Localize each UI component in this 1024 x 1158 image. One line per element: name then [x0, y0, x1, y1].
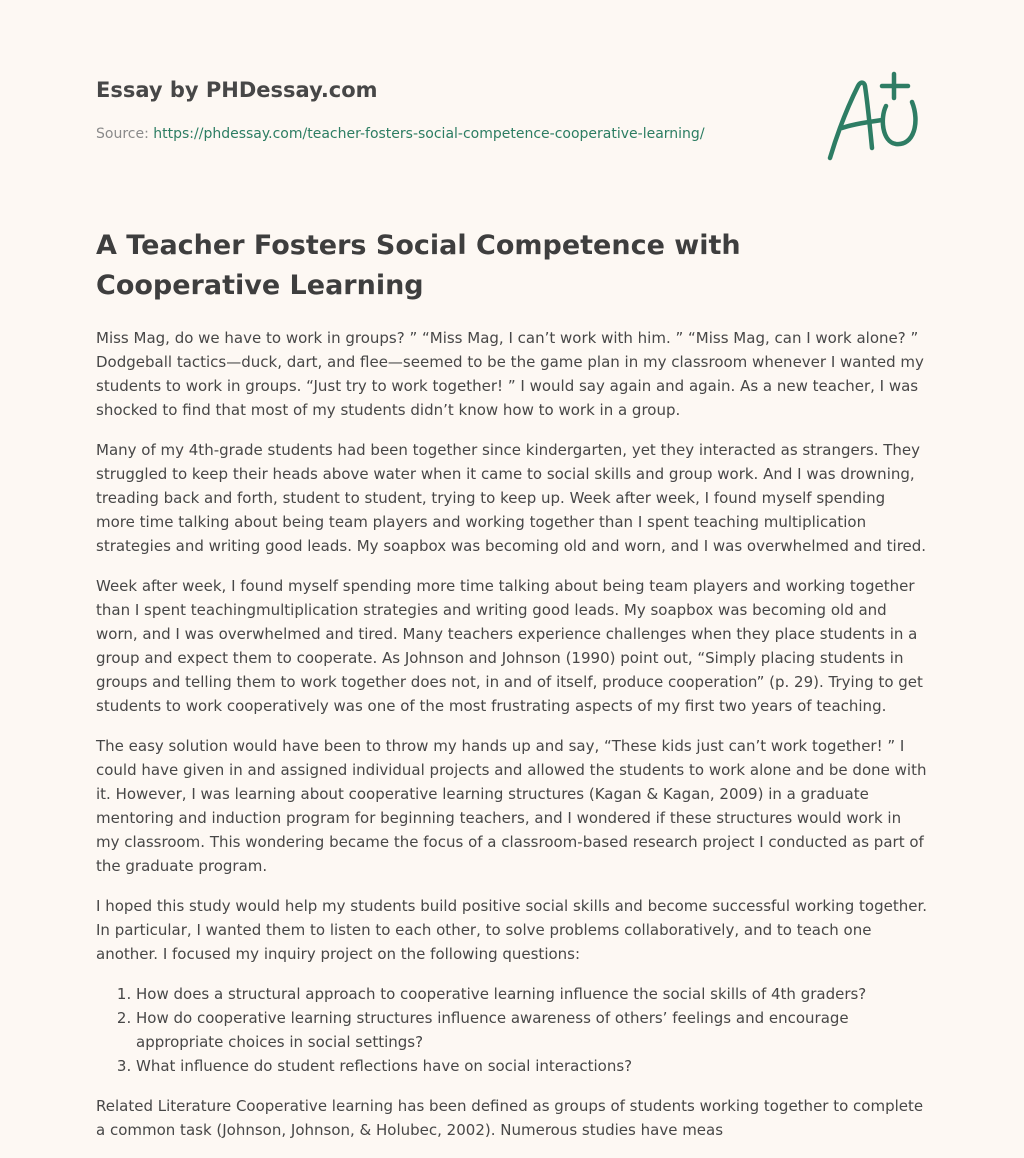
- paragraph: Miss Mag, do we have to work in groups? ” “Miss Mag, I can’t work with him. ” “Miss Mag, can I work alone? ” Dodgeball tactics—duck, dart, and flee—seemed to be the game plan in my classroom whenever I wanted my students to work in groups. “Just try to work together! ” I would say again and again. As a new teacher, I was shocked to find that most of my students didn’t know how to work in a group.: [96, 329, 924, 419]
- paragraph: I hoped this study would help my students build positive social skills and become successful working together. In particular, I wanted them to listen to each other, to solve problems collaboratively, and to teach one another. I focused my inquiry project on the following questions:: [96, 897, 927, 963]
- list-item: 3. What influence do student reflections have on social interactions?: [136, 1054, 928, 1078]
- list-item: 1. How does a structural approach to cooperative learning influence the social skills of 4th graders?: [136, 982, 928, 1006]
- source-link[interactable]: https://phdessay.com/teacher-fosters-social-competence-cooperative-learning/: [153, 126, 705, 142]
- source-label: Source:: [96, 126, 154, 142]
- essay-header: [96, 76, 796, 144]
- article: [96, 226, 928, 1158]
- brand-title: Essay by PHDessay.com: [96, 78, 378, 102]
- paragraph: Related Literature Cooperative learning has been defined as groups of students working together to complete a common task (Johnson, Johnson, & Holubec, 2002). Numerous studies have meas: [96, 1097, 924, 1139]
- research-questions-list: [96, 982, 928, 1078]
- article-title: A Teacher Fosters Social Competence with Cooperative Learning: [96, 230, 741, 301]
- paragraph: The easy solution would have been to throw my hands up and say, “These kids just can’t work together! ” I could have given in and assigned individual projects and allowed the students to work alone and be done with it. However, I was learning about cooperative learning structures (Kagan & Kagan, 2009) in a graduate mentoring and induction program for beginning teachers, and I wondered if these structures would work in my classroom. This wondering became the focus of a classroom-based research project I conducted as part of the graduate program.: [96, 737, 927, 875]
- paragraph: Week after week, I found myself spending more time talking about being team players and working together than I spent teachingmultiplication strategies and writing good leads. My soapbox was becoming old and worn, and I was overwhelmed and tired. Many teachers experience challenges when they place students in a group and expect them to cooperate. As Johnson and Johnson (1990) point out, “Simply placing students in groups and telling them to work together does not, in and of itself, produce cooperation” (p. 29). Trying to get students to work cooperatively was one of the most frustrating aspects of my first two years of teaching.: [96, 577, 923, 715]
- a-plus-icon: [822, 66, 932, 166]
- paragraph: Many of my 4th-grade students had been together since kindergarten, yet they interacted as strangers. They struggled to keep their heads above water when it came to social skills and group work. And I was drowning, treading back and forth, student to student, trying to keep up. Week after week, I found myself spending more time talking about being team players and working together than I spent teaching multiplication strategies and writing good leads. My soapbox was becoming old and worn, and I was overwhelmed and tired.: [96, 441, 927, 555]
- list-item: 2. How do cooperative learning structures influence awareness of others’ feelings and encourage appropriate choices in social settings?: [136, 1006, 928, 1054]
- source-line: [96, 124, 796, 144]
